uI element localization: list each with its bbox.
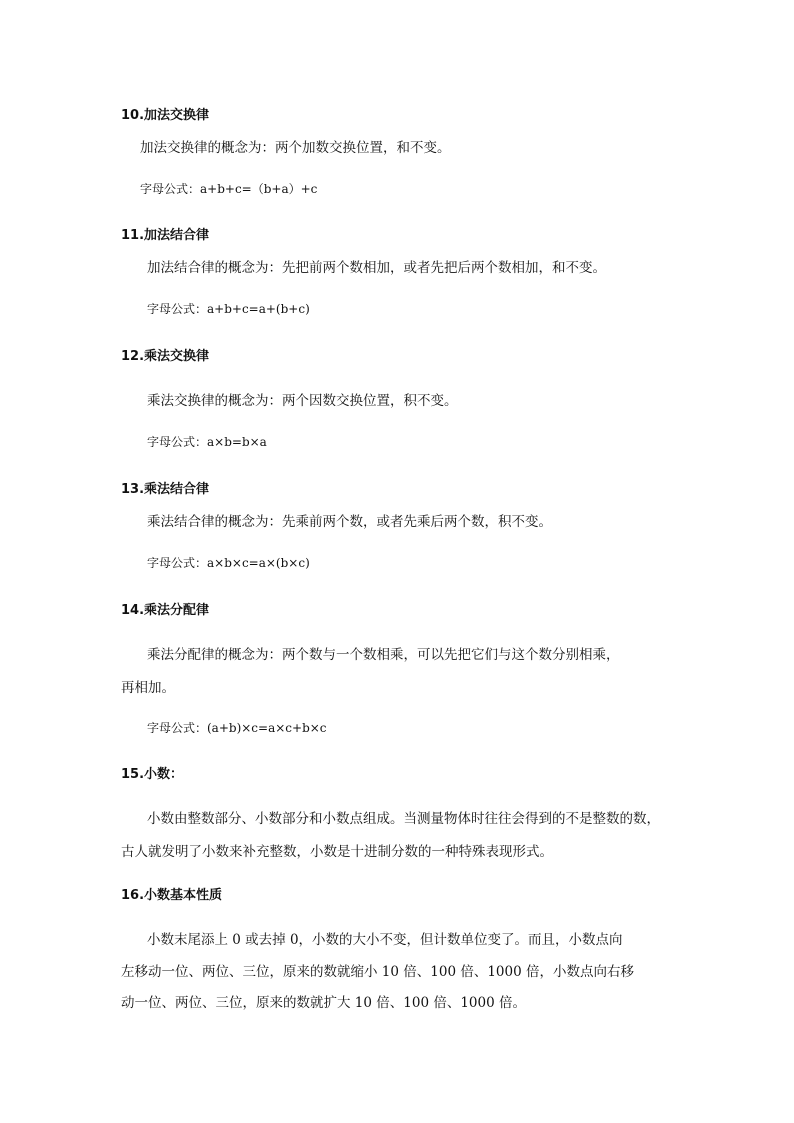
section-heading-13: 13.乘法结合律 (121, 482, 210, 497)
section-heading-15: 15.小数： (121, 767, 184, 782)
section-text-16-line3: 动一位、两位、三位，原来的数就扩大 10 倍、100 倍、1000 倍。 (121, 995, 526, 1011)
section-text-16-line2: 左移动一位、两位、三位，原来的数就缩小 10 倍、100 倍、1000 倍，小数点向右移 (121, 964, 634, 980)
section-heading-10: 10.加法交换律 (121, 108, 210, 123)
section-concept-13: 乘法结合律的概念为：先乘前两个数，或者先乘后两个数，积不变。 (147, 514, 552, 530)
section-formula-12: 字母公式：a×b=b×a (147, 435, 267, 449)
section-formula-14: 字母公式：(a+b)×c=a×c+b×c (147, 721, 327, 735)
section-concept-11: 加法结合律的概念为：先把前两个数相加，或者先把后两个数相加，和不变。 (147, 260, 606, 276)
section-concept-12: 乘法交换律的概念为：两个因数交换位置，积不变。 (147, 393, 458, 409)
section-heading-14: 14.乘法分配律 (121, 603, 210, 618)
section-heading-11: 11.加法结合律 (121, 228, 210, 243)
section-concept-14-line1: 乘法分配律的概念为：两个数与一个数相乘，可以先把它们与这个数分别相乘， (147, 647, 620, 663)
section-concept-14-line2: 再相加。 (121, 680, 175, 696)
section-concept-10: 加法交换律的概念为：两个加数交换位置，和不变。 (140, 140, 451, 156)
section-heading-16: 16.小数基本性质 (121, 888, 223, 903)
section-formula-11: 字母公式：a+b+c=a+(b+c) (147, 302, 310, 316)
section-text-15-line2: 古人就发明了小数来补充整数，小数是十进制分数的一种特殊表现形式。 (121, 844, 553, 860)
section-formula-13: 字母公式：a×b×c=a×(b×c) (147, 556, 310, 570)
section-formula-10: 字母公式：a+b+c=（b+a）+c (140, 182, 318, 196)
section-text-15-line1: 小数由整数部分、小数部分和小数点组成。当测量物体时往往会得到的不是整数的数， (147, 811, 660, 827)
section-text-16-line1: 小数末尾添上 0 或去掉 0，小数的大小不变，但计数单位变了。而且，小数点向 (147, 932, 623, 948)
section-heading-12: 12.乘法交换律 (121, 349, 210, 364)
